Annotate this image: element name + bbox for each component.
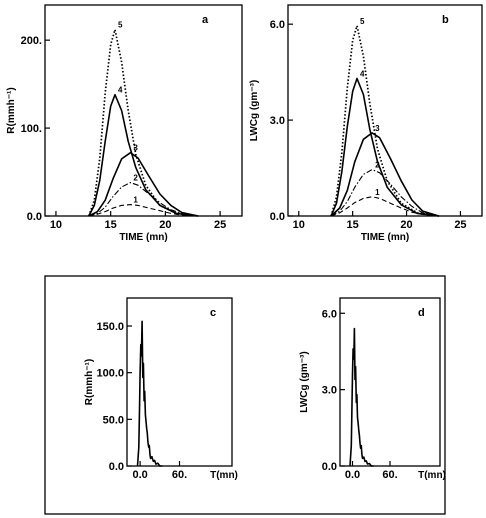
panel-c bbox=[84, 298, 238, 481]
x-tick-label: 25 bbox=[213, 219, 227, 231]
x-tick-label: 60. bbox=[171, 469, 188, 481]
series-line-4 bbox=[89, 95, 198, 216]
plot-frame-d bbox=[340, 298, 440, 466]
y-tick-label: 100.0 bbox=[96, 367, 124, 380]
y-tick-label: 6.0 bbox=[269, 19, 285, 32]
panel-letter: b bbox=[442, 14, 449, 26]
y-axis-label: LWCg (gm⁻³) bbox=[249, 79, 260, 142]
x-tick-label: 20 bbox=[400, 219, 413, 231]
series-line bbox=[350, 329, 374, 467]
x-tick-label: 15 bbox=[104, 219, 117, 231]
y-tick-label: 0.0 bbox=[269, 211, 285, 223]
panel-letter: d bbox=[418, 307, 425, 319]
x-axis-label: T(mn) bbox=[210, 470, 238, 481]
y-tick-label: 150.0 bbox=[96, 321, 124, 333]
x-tick-label: 20 bbox=[159, 219, 172, 231]
x-tick-label: 0.0 bbox=[344, 469, 361, 481]
y-tick-label: 3.0 bbox=[269, 115, 285, 128]
series-line-2 bbox=[331, 170, 439, 216]
panel-a bbox=[6, 5, 242, 243]
x-tick-label: 60. bbox=[382, 469, 398, 481]
y-axis-label: R(mmh⁻¹) bbox=[6, 87, 17, 134]
curve-number-label: 2 bbox=[375, 160, 380, 170]
y-tick-label: 200. bbox=[20, 35, 42, 48]
y-tick-label: 0.0 bbox=[321, 461, 337, 473]
panel-letter: a bbox=[202, 14, 209, 26]
x-axis-label: TIME (mn) bbox=[119, 232, 168, 243]
curve-number-label: 1 bbox=[375, 187, 380, 197]
y-tick-label: 0.0 bbox=[26, 211, 42, 223]
curve-number-label: 1 bbox=[133, 195, 138, 205]
y-tick-label: 50.0 bbox=[102, 414, 124, 427]
panel-letter: c bbox=[210, 307, 217, 319]
x-axis-label: TIME (mn) bbox=[360, 232, 410, 243]
curve-number-label: 5 bbox=[359, 16, 365, 26]
y-axis-label: R(mmh⁻¹) bbox=[84, 358, 95, 406]
panel-d bbox=[299, 298, 446, 481]
series-line bbox=[138, 321, 163, 466]
y-tick-label: 3.0 bbox=[321, 384, 337, 397]
curve-number-label: 4 bbox=[118, 85, 123, 95]
y-tick-label: 0.0 bbox=[108, 461, 124, 473]
curve-number-label: 3 bbox=[375, 123, 380, 133]
x-tick-label: 10 bbox=[292, 219, 305, 231]
series-line-5 bbox=[89, 30, 198, 216]
y-tick-label: 6.0 bbox=[321, 308, 337, 321]
curve-number-label: 4 bbox=[359, 69, 365, 79]
x-tick-label: 25 bbox=[454, 219, 467, 231]
x-tick-label: 10 bbox=[49, 219, 63, 231]
x-axis-label: T(mn) bbox=[418, 470, 446, 481]
plot-frame-b bbox=[288, 5, 482, 216]
y-axis-label: LWCg (gm⁻³) bbox=[299, 351, 310, 413]
x-tick-label: 15 bbox=[346, 219, 359, 231]
curve-number-label: 3 bbox=[133, 143, 138, 153]
panel-b bbox=[249, 5, 482, 243]
x-tick-label: 0.0 bbox=[132, 469, 148, 481]
y-tick-label: 100. bbox=[20, 123, 42, 136]
curve-number-label: 5 bbox=[118, 20, 123, 30]
curve-number-label: 2 bbox=[133, 173, 138, 183]
